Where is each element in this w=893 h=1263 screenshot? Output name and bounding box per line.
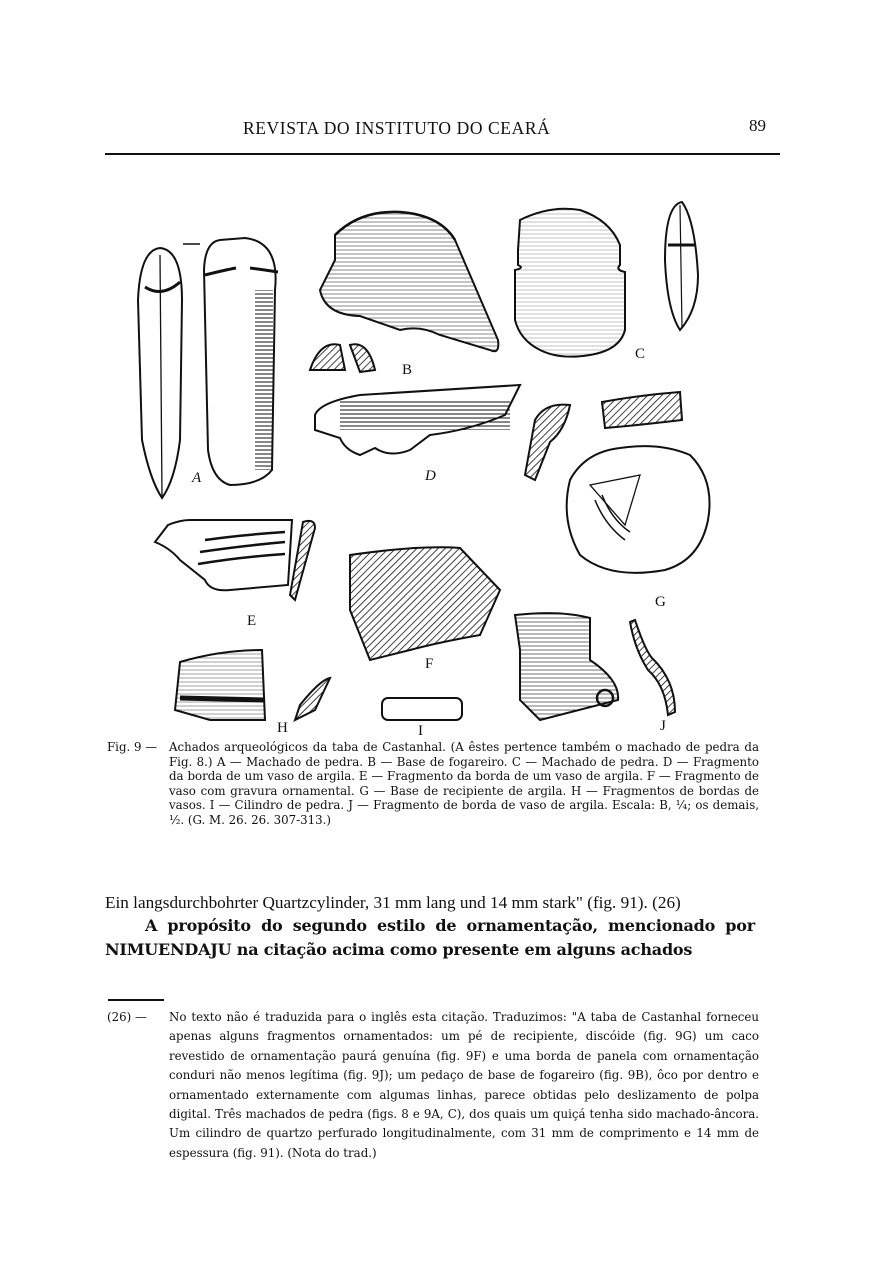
- svg-text:A: A: [192, 470, 202, 486]
- item-e-rim-fragment: [155, 520, 315, 629]
- running-header: [105, 116, 780, 156]
- paragraph-ornamentation: A propósito do segundo estilo de ornamentação, mencionado por NIMUENDAJU na citação acima como presente em alguns achados: [105, 916, 755, 959]
- figure-caption: [107, 740, 759, 828]
- svg-text:H: H: [277, 720, 288, 735]
- svg-text:G: G: [655, 594, 666, 610]
- item-j-rim-fragment: [515, 613, 675, 734]
- item-a-stone-axe: [138, 238, 278, 498]
- caption-figure-number: Fig. 9 —: [107, 740, 158, 754]
- item-b-fogareiro-base: [310, 212, 498, 378]
- item-d-rim-fragment: [315, 385, 570, 484]
- svg-text:I: I: [418, 723, 423, 735]
- footnote-text: No texto não é traduzida para o inglês esta citação. Traduzimos: "A taba de Castanhal forneceu apenas alguns fragmentos ornamentados: um pé de recipiente, discóide (fig. 9G) um caco revestido de ornamentação paurá genuína (fig. 9F) e uma borda de panela com ornamentação conduri não menos legítima (fig. 9J); um pedaço de base de fogareiro (fig. 9B), ôco por dentro e ornamentado externamente com algumas linhas, parece obtidas pelo deslizamento de polpa digital. Três machados de pedra (figs. 8 e 9A, C), dos quais um quiçá tenha sido machado-âncora. Um cilindro de quartzo perfurado longitudinalmente, com 31 mm de comprimento e 14 mm de espessura (fig. 91). (Nota do trad.): [169, 1010, 759, 1160]
- svg-text:J: J: [660, 718, 666, 734]
- svg-text:B: B: [402, 362, 413, 378]
- figure-illustration: [120, 180, 760, 735]
- paragraph-quote-end: Ein langsdurchbohrter Quartzcylinder, 31 mm lang und 14 mm stark" (fig. 91). (26): [105, 893, 681, 912]
- item-g-vessel-base: [567, 392, 710, 610]
- journal-title: REVISTA DO INSTITUTO DO CEARÁ: [243, 118, 551, 138]
- footnote-marker: (26) —: [107, 1010, 147, 1024]
- svg-text:E: E: [247, 613, 257, 629]
- svg-text:F: F: [425, 656, 434, 672]
- svg-text:C: C: [635, 346, 646, 362]
- item-i-stone-cylinder: [382, 698, 462, 735]
- svg-text:D: D: [425, 468, 436, 484]
- item-c-stone-axe: [515, 202, 698, 362]
- page-number: 89: [749, 116, 766, 135]
- body-text: [105, 891, 755, 962]
- caption-text: Achados arqueológicos da taba de Castanhal. (A êstes pertence também o machado de pedra da Fig. 8.) A — Machado de pedra. B — Base de fogareiro. C — Machado de pedra. D — Fragmento da borda de um vaso de argila. E — Fragmento da borda de um vaso de argila. F — Fragmento de vaso com gravura ornamental. G — Base de recipiente de argila. H — Fragmentos de bordas de vasos. I — Cilindro de pedra. J — Fragmento de borda de vaso de argila. Escala: B, ¼; os demais, ½. (G. M. 26. 26. 307-313.): [169, 740, 759, 827]
- footnote-26: [107, 1008, 759, 1163]
- header-rule: [105, 153, 780, 155]
- item-h-rim-fragments: [175, 650, 330, 735]
- footnote-rule: [108, 999, 164, 1001]
- item-f-engraved-fragment: [350, 547, 500, 672]
